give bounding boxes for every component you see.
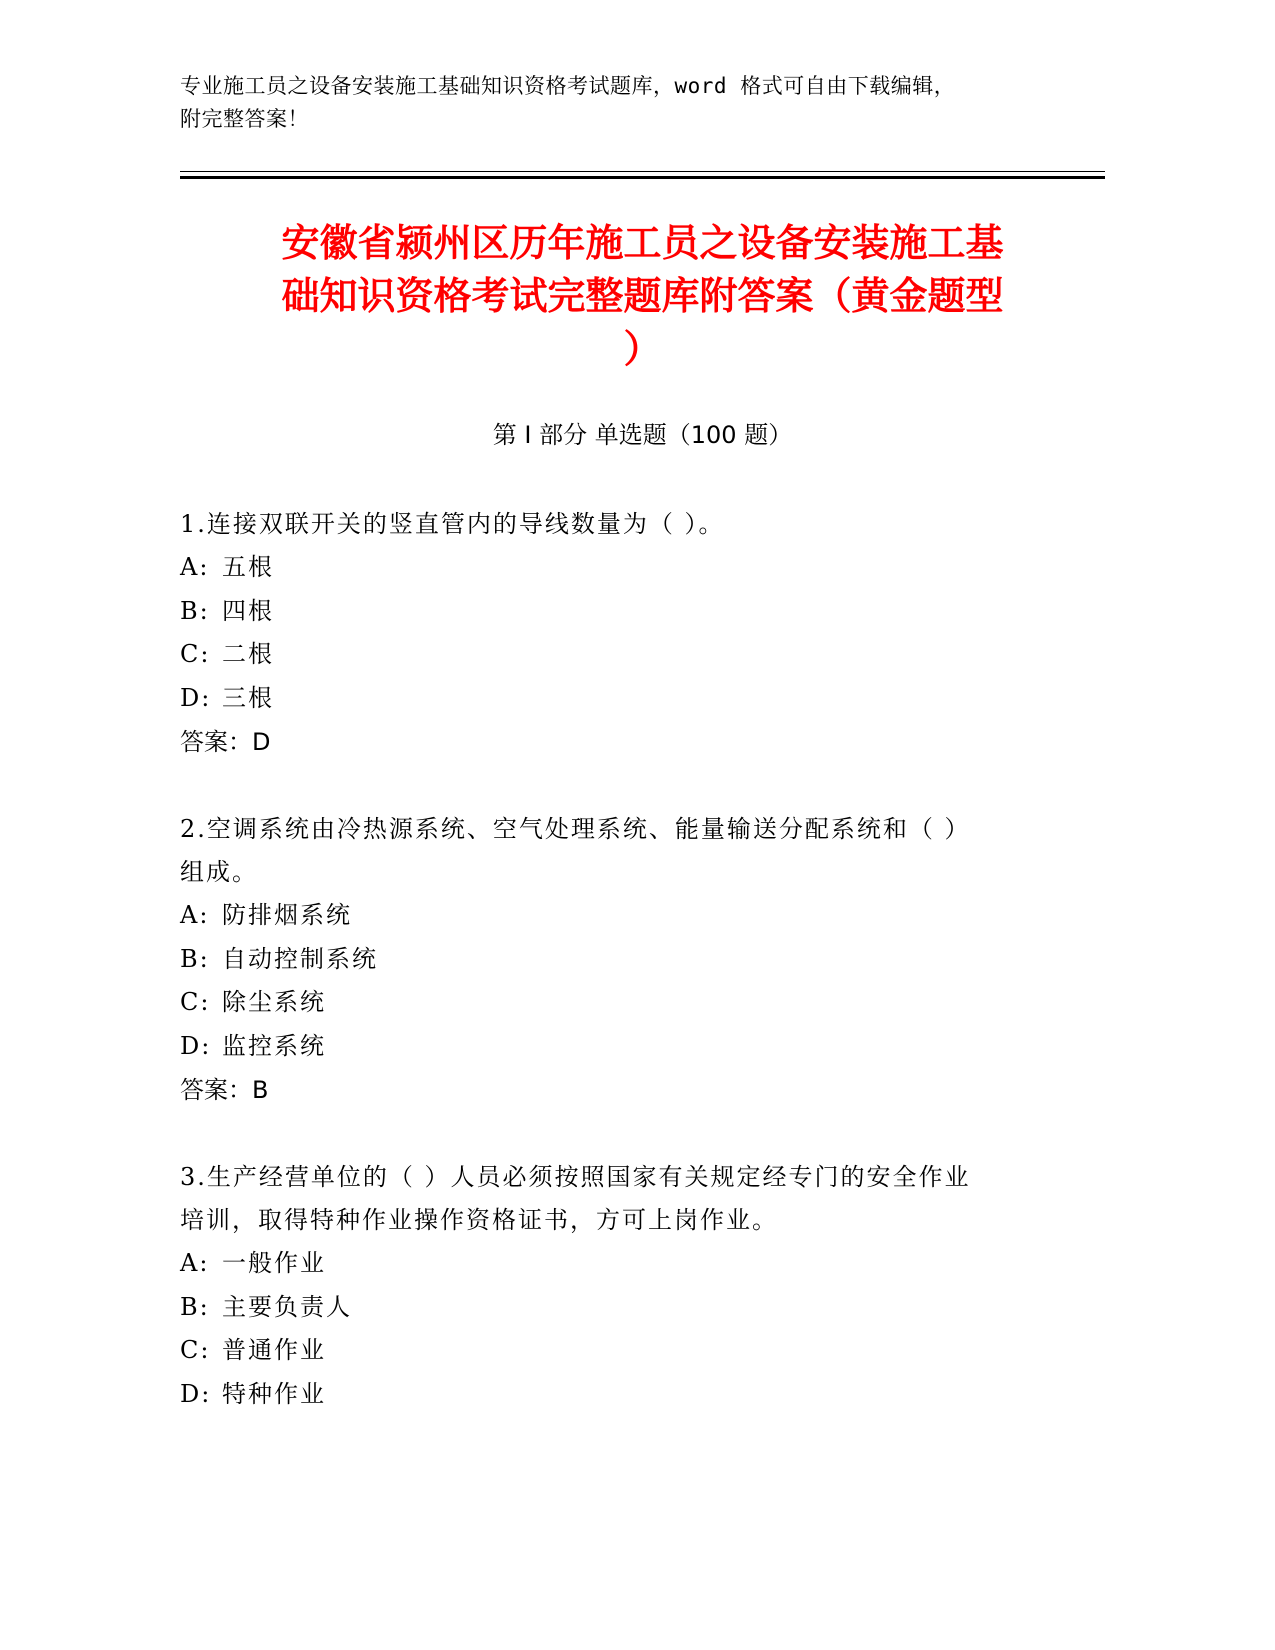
option-text: 防排烟系统 [222,901,352,929]
option-key: B: [180,944,210,973]
option-text: 五根 [222,553,274,581]
header-note-line: 专业施工员之设备安装施工基础知识资格考试题库，word 格式可自由下载编辑， [180,74,956,98]
option-key: D: [180,1379,212,1408]
question-stem: 培训，取得特种作业操作资格证书，方可上岗作业。 [180,1206,778,1234]
option-text: 特种作业 [222,1379,326,1408]
option-c [180,1329,1040,1373]
option-text: 除尘系统 [222,988,326,1016]
option-key: C: [180,640,211,668]
option-b [180,590,1040,634]
option-key: A: [180,553,210,581]
question-1 [180,503,1040,764]
option-b [180,938,1040,982]
document-title-line: 安徽省颍州区历年施工员之设备安装施工基 [281,221,1004,265]
option-key: B: [180,1292,210,1321]
option-d [180,1373,1040,1417]
option-a [180,894,1040,938]
header-divider-thick [180,176,1105,179]
option-a [180,1242,1040,1286]
option-key: C: [180,1336,211,1364]
option-text: 二根 [222,640,274,668]
option-d [180,677,1040,721]
question-stem: 2.空调系统由冷热源系统、空气处理系统、能量输送分配系统和（ ） [180,815,971,843]
option-c [180,981,1040,1025]
option-key: C: [180,988,211,1016]
option-text: 四根 [222,596,274,625]
option-key: A: [180,1249,210,1277]
header-note-line: 附完整答案！ [180,107,309,131]
option-key: D: [180,683,212,712]
document-title [180,217,1105,376]
option-key: D: [180,1031,212,1060]
question-3 [180,1156,1040,1416]
option-b [180,1286,1040,1330]
document-title-line: ） [623,327,662,371]
question-stem: 1.连接双联开关的竖直管内的导线数量为（ ）。 [180,510,725,538]
option-text: 普通作业 [222,1336,326,1364]
option-text: 一般作业 [222,1249,326,1277]
header-divider-thin [180,171,1105,172]
document-title-line: 础知识资格考试完整题库附答案（黄金题型 [281,274,1004,318]
answer-line: 答案：B [180,1076,269,1104]
question-stem: 3.生产经营单位的（ ）人员必须按照国家有关规定经专门的安全作业 [180,1163,971,1191]
option-text: 监控系统 [222,1031,326,1060]
option-key: B: [180,596,210,625]
section-title: 第 I 部分 单选题（100 题） [492,421,793,449]
header-note [180,70,1080,136]
option-text: 自动控制系统 [222,944,378,973]
question-2 [180,808,1040,1112]
option-key: A: [180,901,210,929]
option-c [180,633,1040,677]
option-d [180,1025,1040,1069]
question-stem: 组成。 [180,858,258,886]
option-text: 主要负责人 [222,1292,352,1321]
answer-line: 答案：D [180,728,271,756]
option-text: 三根 [222,683,274,712]
option-a [180,546,1040,590]
